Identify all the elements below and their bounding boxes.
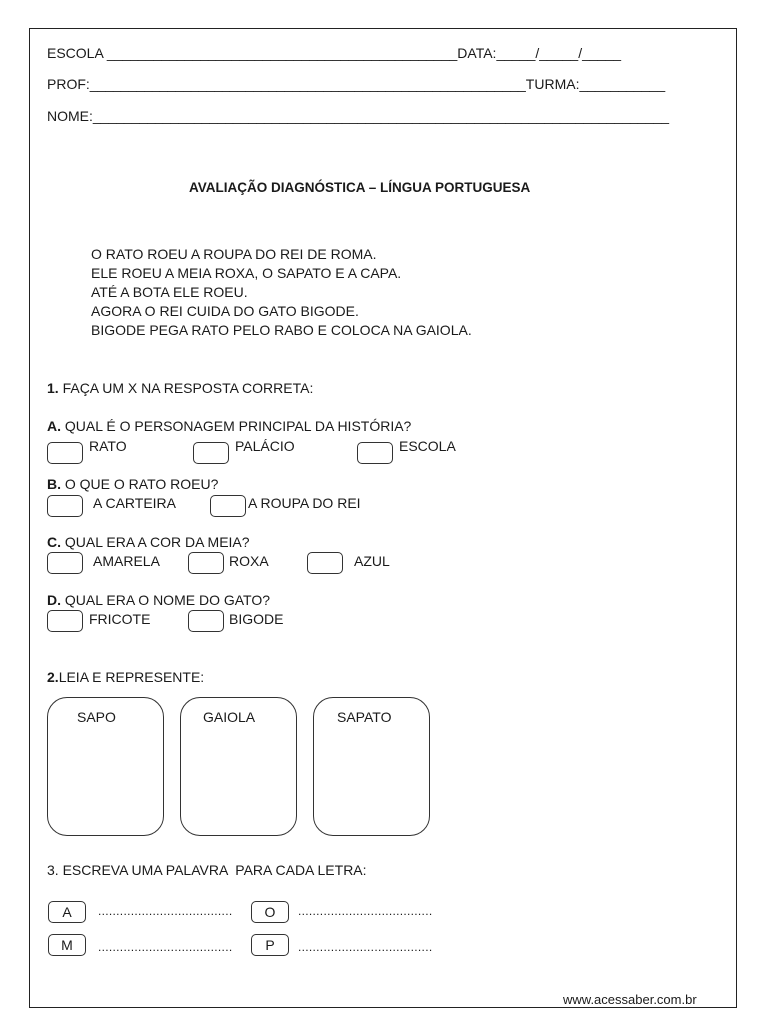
option-label: ESCOLA: [399, 438, 456, 454]
card-label: SAPATO: [337, 709, 392, 725]
option-label: A ROUPA DO REI: [248, 495, 361, 511]
school-field[interactable]: ESCOLA _____________________________________________DATA:_____/_____/_____: [47, 45, 622, 61]
answer-checkbox[interactable]: [307, 552, 343, 574]
question-text: O QUE O RATO ROEU?: [61, 476, 219, 492]
question-letter: C.: [47, 534, 61, 550]
answer-checkbox[interactable]: [188, 552, 224, 574]
option-label: AZUL: [354, 553, 390, 569]
story-line: ATÉ A BOTA ELE ROEU.: [91, 284, 248, 300]
question-text: QUAL ERA A COR DA MEIA?: [61, 534, 250, 550]
option-label: RATO: [89, 438, 127, 454]
question-letter: D.: [47, 592, 61, 608]
question-letter: A.: [47, 418, 61, 434]
card-label: GAIOLA: [203, 709, 256, 725]
story-line: BIGODE PEGA RATO PELO RABO E COLOCA NA GAIOLA.: [91, 322, 472, 338]
answer-checkbox[interactable]: [47, 495, 83, 517]
drawing-card[interactable]: [47, 697, 164, 836]
answer-checkbox[interactable]: [193, 442, 229, 464]
option-label: PALÁCIO: [235, 438, 295, 454]
write-line[interactable]: .....................................: [98, 940, 233, 954]
answer-checkbox[interactable]: [188, 610, 224, 632]
worksheet-frame: [29, 28, 737, 1008]
question-1-heading: [47, 380, 313, 396]
question-3-heading: 3. ESCREVA UMA PALAVRA PARA CADA LETRA:: [47, 862, 367, 878]
letter-box: O: [251, 901, 289, 923]
answer-checkbox[interactable]: [47, 442, 83, 464]
question-prompt: LEIA E REPRESENTE:: [58, 669, 205, 685]
letter-box: M: [48, 934, 86, 956]
drawing-card[interactable]: [313, 697, 430, 836]
answer-checkbox[interactable]: [47, 610, 83, 632]
drawing-card[interactable]: [180, 697, 297, 836]
option-label: AMARELA: [93, 553, 160, 569]
write-line[interactable]: .....................................: [298, 904, 433, 918]
option-label: FRICOTE: [89, 611, 151, 627]
teacher-field[interactable]: PROF:________________________________________________________TURMA:___________: [47, 76, 666, 92]
option-label: BIGODE: [229, 611, 284, 627]
page-title: AVALIAÇÃO DIAGNÓSTICA – LÍNGUA PORTUGUESA: [189, 180, 531, 195]
letter-box: P: [251, 934, 289, 956]
option-label: A CARTEIRA: [93, 495, 176, 511]
story-line: O RATO ROEU A ROUPA DO REI DE ROMA.: [91, 246, 377, 262]
question-prompt: FAÇA UM X NA RESPOSTA CORRETA:: [58, 380, 314, 396]
option-label: ROXA: [229, 553, 269, 569]
question-text: QUAL É O PERSONAGEM PRINCIPAL DA HISTÓRIA?: [61, 418, 412, 434]
footer-url[interactable]: www.acessaber.com.br: [563, 992, 697, 1007]
letter-box: A: [48, 901, 86, 923]
write-line[interactable]: .....................................: [298, 940, 433, 954]
story-line: ELE ROEU A MEIA ROXA, O SAPATO E A CAPA.: [91, 265, 402, 281]
question-number: 1.: [47, 380, 59, 396]
answer-checkbox[interactable]: [210, 495, 246, 517]
story-line: AGORA O REI CUIDA DO GATO BIGODE.: [91, 303, 359, 319]
answer-checkbox[interactable]: [357, 442, 393, 464]
question-b: [47, 476, 218, 492]
question-text: QUAL ERA O NOME DO GATO?: [61, 592, 271, 608]
question-2-heading: [47, 669, 204, 685]
card-label: SAPO: [77, 709, 116, 725]
question-number: 2.: [47, 669, 59, 685]
question-c: [47, 534, 250, 550]
answer-checkbox[interactable]: [47, 552, 83, 574]
question-a: [47, 418, 411, 434]
write-line[interactable]: .....................................: [98, 904, 233, 918]
name-field[interactable]: NOME:__________________________________________________________________________: [47, 108, 670, 124]
question-letter: B.: [47, 476, 61, 492]
question-d: [47, 592, 270, 608]
